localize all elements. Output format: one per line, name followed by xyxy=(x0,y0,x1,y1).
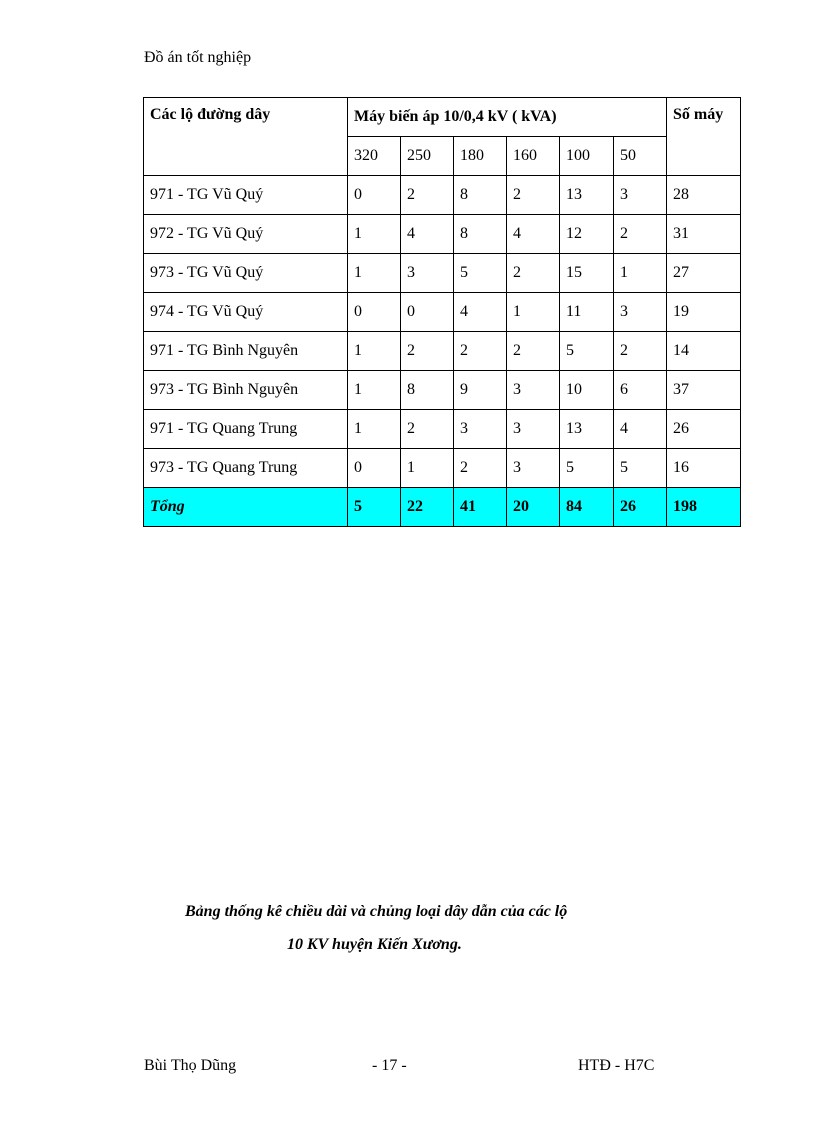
count-cell: 1 xyxy=(507,293,560,332)
count-cell: 0 xyxy=(348,293,401,332)
count-cell: 3 xyxy=(614,176,667,215)
count-cell: 13 xyxy=(560,176,614,215)
total-count-cell: 41 xyxy=(454,488,507,527)
table-row xyxy=(144,176,741,215)
count-cell: 1 xyxy=(348,371,401,410)
count-cell: 2 xyxy=(507,176,560,215)
row-total-cell: 16 xyxy=(667,449,741,488)
rating-header: 50 xyxy=(614,137,667,176)
col-transformer-header: Máy biến áp 10/0,4 kV ( kVA) xyxy=(348,98,667,137)
row-total-cell: 14 xyxy=(667,332,741,371)
count-cell: 2 xyxy=(401,332,454,371)
total-count-cell: 22 xyxy=(401,488,454,527)
count-cell: 2 xyxy=(507,332,560,371)
count-cell: 6 xyxy=(614,371,667,410)
col-count-header: Số máy xyxy=(667,98,741,176)
count-cell: 4 xyxy=(614,410,667,449)
count-cell: 1 xyxy=(401,449,454,488)
line-name-cell: 971 - TG Quang Trung xyxy=(144,410,348,449)
count-cell: 0 xyxy=(401,293,454,332)
footer-class: HTĐ - H7C xyxy=(578,1057,655,1074)
count-cell: 1 xyxy=(614,254,667,293)
count-cell: 13 xyxy=(560,410,614,449)
total-count-cell: 84 xyxy=(560,488,614,527)
count-cell: 3 xyxy=(507,449,560,488)
total-count-cell: 20 xyxy=(507,488,560,527)
line-name-cell: 974 - TG Vũ Quý xyxy=(144,293,348,332)
count-cell: 0 xyxy=(348,176,401,215)
count-cell: 8 xyxy=(454,176,507,215)
table-row xyxy=(144,254,741,293)
count-cell: 2 xyxy=(454,332,507,371)
grand-total-cell: 198 xyxy=(667,488,741,527)
count-cell: 8 xyxy=(454,215,507,254)
count-cell: 8 xyxy=(401,371,454,410)
count-cell: 4 xyxy=(507,215,560,254)
row-total-cell: 37 xyxy=(667,371,741,410)
row-total-cell: 28 xyxy=(667,176,741,215)
count-cell: 3 xyxy=(507,410,560,449)
row-total-cell: 31 xyxy=(667,215,741,254)
row-total-cell: 19 xyxy=(667,293,741,332)
count-cell: 2 xyxy=(614,332,667,371)
count-cell: 3 xyxy=(401,254,454,293)
rating-header: 160 xyxy=(507,137,560,176)
count-cell: 3 xyxy=(614,293,667,332)
table-caption-line2: 10 KV huyện Kiến Xương. xyxy=(287,936,462,953)
count-cell: 2 xyxy=(454,449,507,488)
total-count-cell: 5 xyxy=(348,488,401,527)
document-header: Đồ án tốt nghiệp xyxy=(144,49,252,66)
rating-header: 100 xyxy=(560,137,614,176)
line-name-cell: 973 - TG Vũ Quý xyxy=(144,254,348,293)
count-cell: 11 xyxy=(560,293,614,332)
count-cell: 2 xyxy=(401,410,454,449)
count-cell: 1 xyxy=(348,215,401,254)
total-label-cell: Tổng xyxy=(144,488,348,527)
count-cell: 2 xyxy=(614,215,667,254)
col-line-header: Các lộ đường dây xyxy=(144,98,348,176)
count-cell: 0 xyxy=(348,449,401,488)
count-cell: 15 xyxy=(560,254,614,293)
row-total-cell: 26 xyxy=(667,410,741,449)
count-cell: 5 xyxy=(560,332,614,371)
table-row xyxy=(144,449,741,488)
count-cell: 4 xyxy=(454,293,507,332)
transformer-table xyxy=(143,97,741,527)
line-name-cell: 972 - TG Vũ Quý xyxy=(144,215,348,254)
rating-header: 180 xyxy=(454,137,507,176)
count-cell: 5 xyxy=(560,449,614,488)
footer-author: Bùi Thọ Dũng xyxy=(144,1057,237,1074)
count-cell: 2 xyxy=(401,176,454,215)
table-row xyxy=(144,215,741,254)
table-row xyxy=(144,410,741,449)
line-name-cell: 973 - TG Bình Nguyên xyxy=(144,371,348,410)
total-row xyxy=(144,488,741,527)
row-total-cell: 27 xyxy=(667,254,741,293)
count-cell: 5 xyxy=(454,254,507,293)
footer-page-number: - 17 - xyxy=(372,1057,407,1074)
count-cell: 4 xyxy=(401,215,454,254)
line-name-cell: 973 - TG Quang Trung xyxy=(144,449,348,488)
count-cell: 3 xyxy=(507,371,560,410)
count-cell: 1 xyxy=(348,410,401,449)
table-header-row xyxy=(144,98,741,137)
rating-header: 250 xyxy=(401,137,454,176)
rating-header: 320 xyxy=(348,137,401,176)
table-row xyxy=(144,332,741,371)
count-cell: 10 xyxy=(560,371,614,410)
count-cell: 1 xyxy=(348,332,401,371)
count-cell: 2 xyxy=(507,254,560,293)
table-row xyxy=(144,371,741,410)
count-cell: 3 xyxy=(454,410,507,449)
count-cell: 9 xyxy=(454,371,507,410)
table-caption-line1: Bảng thống kê chiều dài và chủng loại dây dẫn của các lộ xyxy=(185,903,568,920)
total-count-cell: 26 xyxy=(614,488,667,527)
table-row xyxy=(144,293,741,332)
count-cell: 1 xyxy=(348,254,401,293)
line-name-cell: 971 - TG Vũ Quý xyxy=(144,176,348,215)
count-cell: 5 xyxy=(614,449,667,488)
count-cell: 12 xyxy=(560,215,614,254)
line-name-cell: 971 - TG Bình Nguyên xyxy=(144,332,348,371)
